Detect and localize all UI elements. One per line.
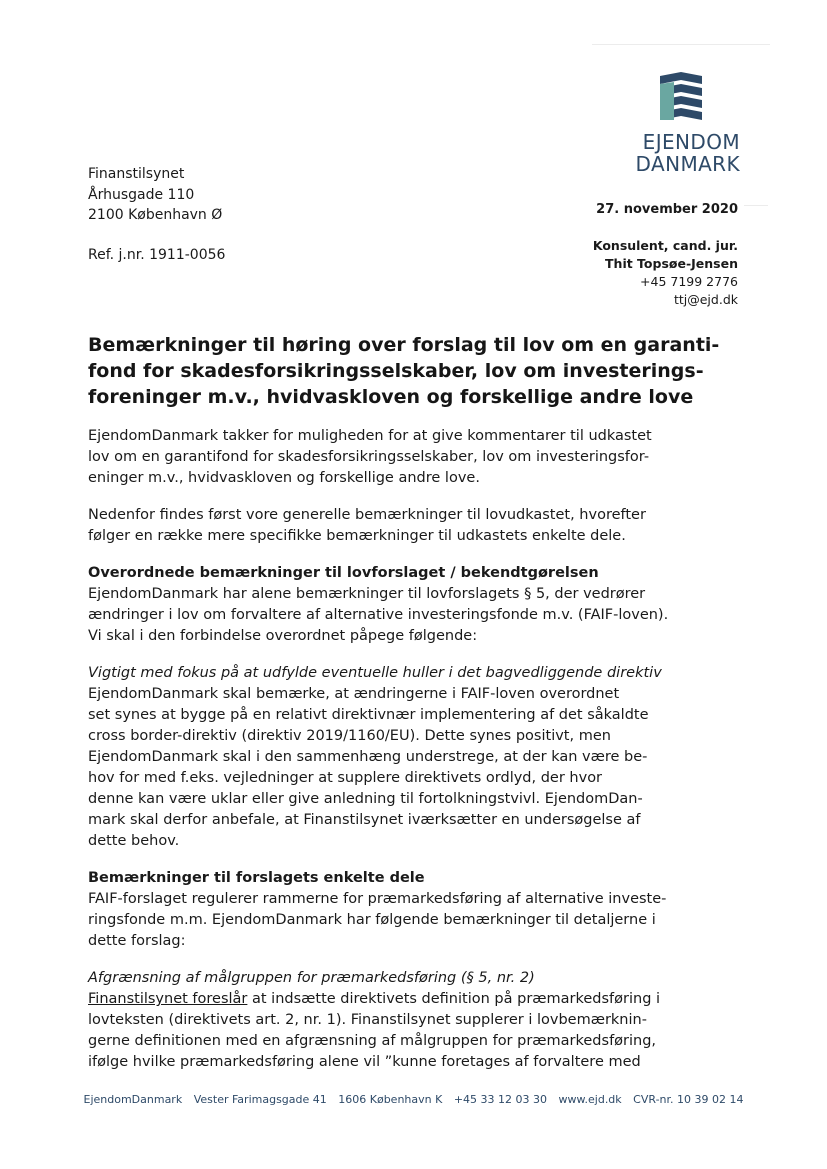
heading-line: foreninger m.v., hvidvaskloven og forskellige andre love	[88, 386, 694, 408]
text-line	[88, 989, 678, 1010]
recipient-address	[88, 164, 222, 226]
finanstilsynet-link[interactable]: Finanstilsynet foreslår	[88, 991, 248, 1007]
overview-paragraph	[88, 505, 678, 547]
text-line: EjendomDanmark skal i den sammenhæng understrege, at der kan være be-	[88, 749, 648, 765]
text-line: Vi skal i den forbindelse overordnet påpege følgende:	[88, 628, 478, 644]
section-directive-gaps	[88, 663, 678, 852]
text-line: lovteksten (direktivets art. 2, nr. 1). Finanstilsynet supplerer i lovbemærknin-	[88, 1012, 647, 1028]
text-line: set synes at bygge på en relativt direktivnær implementering af det såkaldte	[88, 707, 649, 723]
text-line: EjendomDanmark skal bemærke, at ændringerne i FAIF-loven overordnet	[88, 686, 620, 702]
section-title: Vigtigt med fokus på at udfylde eventuelle huller i det bagvedliggende direktiv	[88, 665, 662, 681]
date-divider	[744, 205, 768, 206]
text-line: lov om en garantifond for skadesforsikringsselskaber, lov om investeringsfor-	[88, 449, 650, 465]
intro-paragraph	[88, 426, 678, 489]
footer-cvr: CVR-nr. 10 39 02 14	[633, 1093, 744, 1106]
heading-line: Bemærkninger til høring over forslag til lov om en garanti-	[88, 334, 720, 356]
contact-block	[593, 237, 738, 309]
text-line: Nedenfor findes først vore generelle bemærkninger til lovudkastet, hvorefter	[88, 507, 646, 523]
section-title: Afgrænsning af målgruppen for præmarkedsføring (§ 5, nr. 2)	[88, 970, 535, 986]
logo-line-1: EJENDOM	[642, 130, 740, 154]
letter-body	[88, 332, 720, 1089]
text-line: mark skal derfor anbefale, at Finanstilsynet iværksætter en undersøgelse af	[88, 812, 641, 828]
text-line: EjendomDanmark takker for muligheden for at give kommentarer til udkastet	[88, 428, 652, 444]
section-title: Overordnede bemærkninger til lovforslaget / bekendtgørelsen	[88, 565, 599, 581]
section-general-remarks	[88, 563, 678, 647]
logo-line-2: DANMARK	[635, 152, 740, 176]
section-title: Bemærkninger til forslagets enkelte dele	[88, 870, 425, 886]
text-line: EjendomDanmark har alene bemærkninger til lovforslagets § 5, der vedrører	[88, 586, 646, 602]
text-line: ændringer i lov om forvaltere af alternative investeringsfonde m.v. (FAIF-loven).	[88, 607, 669, 623]
recipient-city: 2100 København Ø	[88, 207, 223, 223]
recipient-street: Århusgade 110	[88, 186, 195, 203]
letter-date: 27. november 2020	[596, 202, 738, 217]
text-line: dette behov.	[88, 833, 180, 849]
text-line: denne kan være uklar eller give anledning til fortolkningstvivl. EjendomDan-	[88, 791, 643, 807]
footer-company: EjendomDanmark	[83, 1093, 183, 1106]
contact-title: Konsulent, cand. jur.	[592, 238, 738, 253]
stacked-layers-logo-icon	[652, 72, 710, 124]
section-specific-remarks	[88, 868, 678, 952]
text-line: gerne definitionen med en afgrænsning af målgruppen for præmarkedsføring,	[88, 1033, 657, 1049]
footer-web[interactable]: www.ejd.dk	[558, 1093, 622, 1106]
text-line: ifølge hvilke præmarkedsføring alene vil ”kunne foretages af forvaltere med	[88, 1054, 641, 1070]
contact-name: Thit Topsøe-Jensen	[605, 256, 738, 271]
text-line: hov for med f.eks. vejledninger at supplere direktivets ordlyd, der hvor	[88, 770, 603, 786]
text-line: eninger m.v., hvidvaskloven og forskellige andre love.	[88, 470, 480, 486]
reference-number: Ref. j.nr. 1911-0056	[88, 247, 226, 263]
contact-phone: +45 7199 2776	[640, 274, 738, 289]
text-line-rest: at indsætte direktivets definition på præmarkedsføring i	[247, 991, 661, 1007]
letter-heading	[88, 332, 720, 410]
text-line: dette forslag:	[88, 933, 186, 949]
footer-city: 1606 København K	[338, 1093, 443, 1106]
footer-address: Vester Farimagsgade 41	[193, 1093, 327, 1106]
heading-line: fond for skadesforsikringsselskaber, lov om investerings-	[88, 360, 704, 382]
text-line: cross border-direktiv (direktiv 2019/1160/EU). Dette synes positivt, men	[88, 728, 611, 744]
text-line: FAIF-forslaget regulerer rammerne for præmarkedsføring af alternative investe-	[88, 891, 667, 907]
top-divider	[592, 44, 770, 45]
footer-phone: +45 33 12 03 30	[453, 1093, 548, 1106]
contact-email[interactable]: ttj@ejd.dk	[673, 292, 738, 307]
page-footer	[0, 1093, 827, 1106]
section-target-group	[88, 968, 678, 1073]
text-line: ringsfonde m.m. EjendomDanmark har følgende bemærkninger til detaljerne i	[88, 912, 656, 928]
recipient-name: Finanstilsynet	[88, 166, 185, 182]
text-line: følger en række mere specifikke bemærkninger til udkastets enkelte dele.	[88, 528, 626, 544]
